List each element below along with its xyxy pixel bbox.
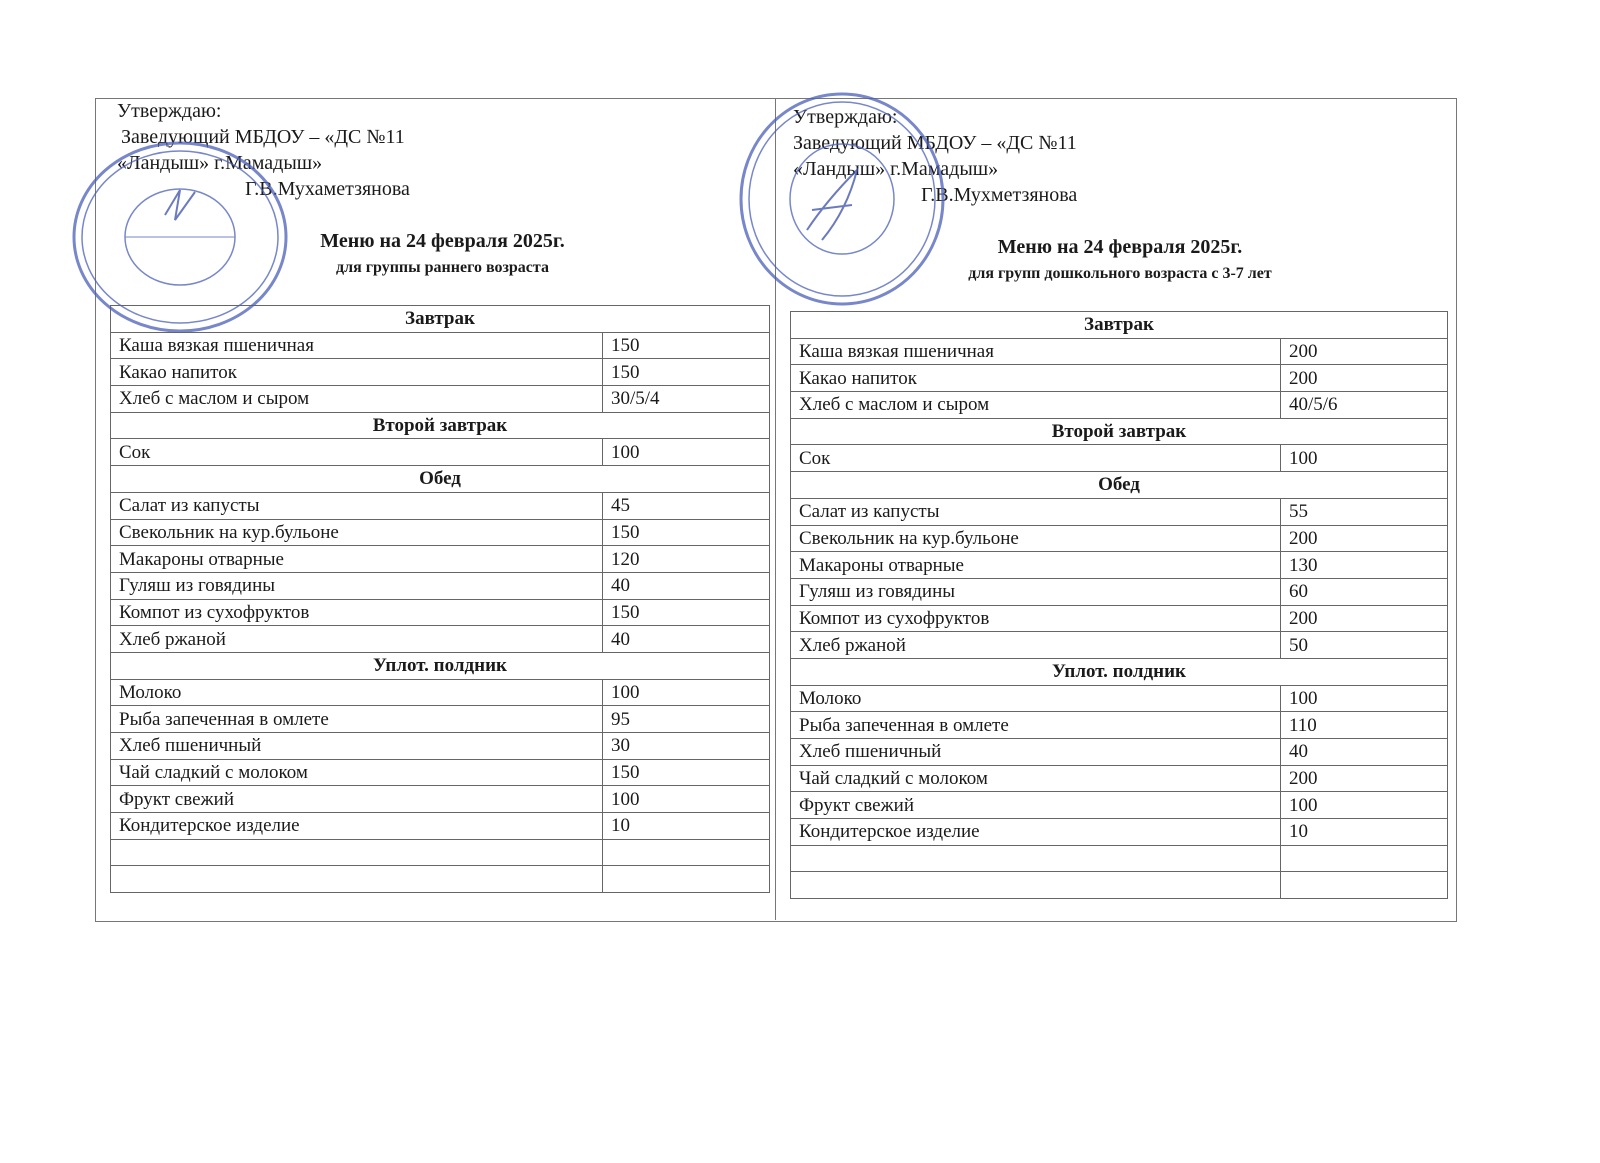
table-row (791, 445, 1448, 472)
section-title: Уплот. полдник (791, 658, 1448, 685)
dish-name: Гуляш из говядины (111, 572, 603, 599)
menu-table (110, 305, 770, 893)
section-title: Обед (111, 466, 770, 493)
menu-subtitle: для групп дошкольного возраста с 3-7 лет (968, 265, 1272, 282)
table-row (791, 338, 1448, 365)
portion-grams: 40/5/6 (1281, 392, 1448, 419)
portion-grams: 40 (1281, 739, 1448, 766)
table-row (791, 498, 1448, 525)
official-stamp (70, 140, 290, 335)
empty-cell (1281, 872, 1448, 899)
portion-grams: 100 (603, 786, 770, 813)
portion-grams: 150 (603, 332, 770, 359)
table-row (111, 359, 770, 386)
dish-name: Хлеб ржаной (111, 626, 603, 653)
empty-cell (1281, 845, 1448, 872)
table-row (111, 813, 770, 840)
dish-name: Свекольник на кур.бульоне (111, 519, 603, 546)
dish-name: Каша вязкая пшеничная (791, 338, 1281, 365)
dish-name: Молоко (791, 685, 1281, 712)
portion-grams: 100 (1281, 792, 1448, 819)
portion-grams: 40 (603, 626, 770, 653)
portion-grams: 100 (603, 679, 770, 706)
table-row (791, 685, 1448, 712)
table-row (111, 386, 770, 413)
dish-name: Гуляш из говядины (791, 578, 1281, 605)
dish-name: Свекольник на кур.бульоне (791, 525, 1281, 552)
portion-grams: 150 (603, 359, 770, 386)
dish-name: Макароны отварные (111, 546, 603, 573)
dish-name: Компот из сухофруктов (111, 599, 603, 626)
portion-grams: 60 (1281, 578, 1448, 605)
empty-cell (603, 839, 770, 866)
table-row (791, 712, 1448, 739)
portion-grams: 130 (1281, 552, 1448, 579)
table-row (111, 706, 770, 733)
dish-name: Кондитерское изделие (111, 813, 603, 840)
empty-cell (111, 839, 603, 866)
table-row (791, 392, 1448, 419)
portion-grams: 50 (1281, 632, 1448, 659)
table-row (791, 552, 1448, 579)
table-row (111, 786, 770, 813)
portion-grams: 200 (1281, 365, 1448, 392)
table-row (111, 679, 770, 706)
dish-name: Какао напиток (111, 359, 603, 386)
dish-name: Хлеб ржаной (791, 632, 1281, 659)
portion-grams: 200 (1281, 525, 1448, 552)
table-row (111, 626, 770, 653)
empty-row (791, 845, 1448, 872)
dish-name: Макароны отварные (791, 552, 1281, 579)
approval-heading: Утверждаю: (117, 100, 222, 122)
section-header-row (791, 658, 1448, 685)
approval-position: Заведующий МБДОУ – «ДС №11 (793, 132, 1077, 154)
dish-name: Хлеб пшеничный (791, 739, 1281, 766)
portion-grams: 45 (603, 492, 770, 519)
portion-grams: 150 (603, 759, 770, 786)
dish-name: Фрукт свежий (111, 786, 603, 813)
empty-cell (111, 866, 603, 893)
table-row (111, 733, 770, 760)
official-stamp (737, 90, 947, 308)
empty-row (791, 872, 1448, 899)
table-row (791, 792, 1448, 819)
section-title: Завтрак (791, 312, 1448, 339)
section-title: Второй завтрак (111, 412, 770, 439)
empty-row (111, 839, 770, 866)
portion-grams: 10 (1281, 819, 1448, 846)
section-header-row (791, 312, 1448, 339)
section-header-row (111, 652, 770, 679)
table-row (791, 578, 1448, 605)
table-row (791, 632, 1448, 659)
table-row (791, 605, 1448, 632)
table-row (111, 759, 770, 786)
portion-grams: 200 (1281, 338, 1448, 365)
dish-name: Рыба запеченная в омлете (791, 712, 1281, 739)
menu-table (790, 311, 1448, 899)
table-row (111, 546, 770, 573)
approval-institution: «Ландыш» г.Мамадыш» (117, 152, 323, 174)
portion-grams: 100 (1281, 445, 1448, 472)
table-row (111, 519, 770, 546)
dish-name: Салат из капусты (791, 498, 1281, 525)
section-header-row (791, 472, 1448, 499)
dish-name: Каша вязкая пшеничная (111, 332, 603, 359)
dish-name: Хлеб пшеничный (111, 733, 603, 760)
table-row (111, 492, 770, 519)
approval-institution: «Ландыш» г.Мамадыш» (793, 158, 999, 180)
table-row (791, 739, 1448, 766)
portion-grams: 120 (603, 546, 770, 573)
menu-title: Меню на 24 февраля 2025г. (997, 236, 1243, 258)
portion-grams: 30 (603, 733, 770, 760)
section-title: Уплот. полдник (111, 652, 770, 679)
dish-name: Какао напиток (791, 365, 1281, 392)
dish-name: Хлеб с маслом и сыром (111, 386, 603, 413)
table-row (791, 819, 1448, 846)
dish-name: Сок (111, 439, 603, 466)
table-row (791, 365, 1448, 392)
approval-position: Заведующий МБДОУ – «ДС №11 (121, 126, 405, 148)
empty-row (111, 866, 770, 893)
portion-grams: 110 (1281, 712, 1448, 739)
portion-grams: 40 (603, 572, 770, 599)
portion-grams: 200 (1281, 765, 1448, 792)
portion-grams: 150 (603, 599, 770, 626)
section-title: Обед (791, 472, 1448, 499)
section-header-row (791, 418, 1448, 445)
table-row (111, 439, 770, 466)
dish-name: Рыба запеченная в омлете (111, 706, 603, 733)
dish-name: Кондитерское изделие (791, 819, 1281, 846)
menu-subtitle: для группы раннего возраста (336, 259, 549, 276)
table-row (791, 765, 1448, 792)
table-row (791, 525, 1448, 552)
portion-grams: 150 (603, 519, 770, 546)
approval-heading: Утверждаю: (793, 106, 898, 128)
section-header-row (111, 466, 770, 493)
portion-grams: 200 (1281, 605, 1448, 632)
empty-cell (791, 872, 1281, 899)
empty-cell (791, 845, 1281, 872)
portion-grams: 30/5/4 (603, 386, 770, 413)
section-header-row (111, 412, 770, 439)
approval-signatory: Г.В.Мухметзянова (921, 184, 1078, 206)
approval-signatory: Г.В.Мухаметзянова (245, 178, 410, 200)
section-title: Второй завтрак (791, 418, 1448, 445)
dish-name: Хлеб с маслом и сыром (791, 392, 1281, 419)
dish-name: Компот из сухофруктов (791, 605, 1281, 632)
dish-name: Сок (791, 445, 1281, 472)
portion-grams: 100 (603, 439, 770, 466)
dish-name: Чай сладкий с молоком (111, 759, 603, 786)
empty-cell (603, 866, 770, 893)
dish-name: Салат из капусты (111, 492, 603, 519)
table-row (111, 599, 770, 626)
portion-grams: 55 (1281, 498, 1448, 525)
dish-name: Фрукт свежий (791, 792, 1281, 819)
menu-title: Меню на 24 февраля 2025г. (320, 230, 565, 252)
table-row (111, 572, 770, 599)
portion-grams: 95 (603, 706, 770, 733)
portion-grams: 10 (603, 813, 770, 840)
table-row (111, 332, 770, 359)
section-title: Завтрак (111, 306, 770, 333)
portion-grams: 100 (1281, 685, 1448, 712)
dish-name: Чай сладкий с молоком (791, 765, 1281, 792)
dish-name: Молоко (111, 679, 603, 706)
